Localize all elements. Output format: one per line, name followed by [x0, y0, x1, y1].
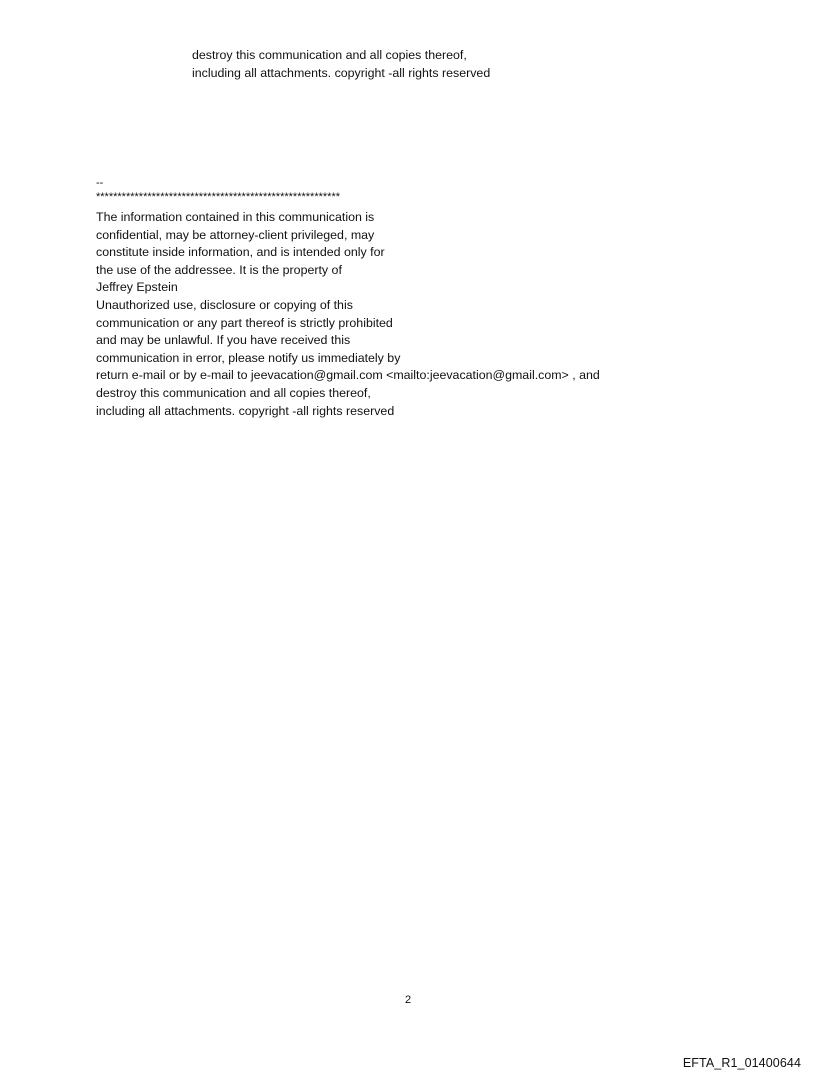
page-number: 2: [404, 994, 412, 1006]
disclaimer-line: confidential, may be attorney-client privileged, may: [96, 227, 375, 242]
document-id: EFTA_R1_01400644: [682, 1056, 801, 1070]
signature-separator: [96, 176, 340, 204]
disclaimer-line: the use of the addressee. It is the property of: [96, 262, 342, 277]
disclaimer-email-line: return e-mail or by e-mail to jeevacation@gmail.com <mailto:jeevacation@gmail.com> , and: [96, 368, 600, 383]
disclaimer-line: and may be unlawful. If you have received this: [96, 333, 351, 348]
disclaimer-line: including all attachments. copyright -all rights reserved: [96, 403, 395, 418]
confidentiality-disclaimer: [96, 209, 600, 420]
disclaimer-line: destroy this communication and all copies thereof,: [96, 385, 371, 400]
disclaimer-line: Unauthorized use, disclosure or copying of this: [96, 297, 353, 312]
disclaimer-owner-name: Jeffrey Epstein: [96, 280, 178, 295]
disclaimer-line: communication or any part thereof is strictly prohibited: [96, 315, 393, 330]
separator-stars: *********************************************************: [96, 191, 341, 203]
quoted-disclaimer: [192, 47, 490, 82]
disclaimer-line: constitute inside information, and is intended only for: [96, 245, 385, 260]
quoted-disclaimer-line: including all attachments. copyright -all rights reserved: [192, 65, 491, 80]
quoted-disclaimer-line: destroy this communication and all copies thereof,: [192, 48, 467, 62]
disclaimer-line: communication in error, please notify us immediately by: [96, 350, 401, 365]
disclaimer-line: The information contained in this communication is: [96, 210, 375, 224]
separator-dashes: --: [96, 177, 104, 189]
